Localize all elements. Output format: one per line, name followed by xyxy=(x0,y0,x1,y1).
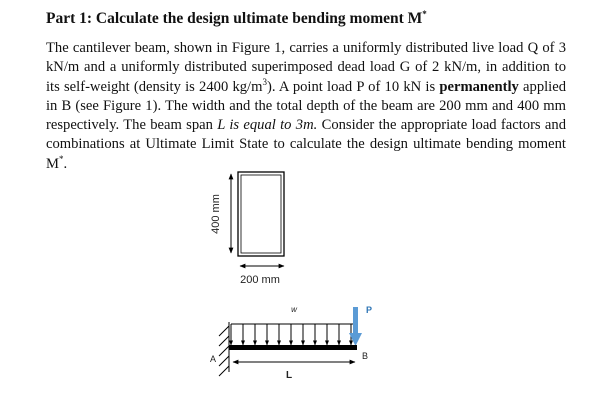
fixed-support xyxy=(219,322,229,376)
beam-cross-section xyxy=(238,172,284,256)
page-title: Part 1: Calculate the design ultimate bending moment M* xyxy=(46,9,427,28)
point-load-arrow xyxy=(353,307,358,334)
free-end-b-label: B xyxy=(362,351,369,361)
span-label: L xyxy=(285,370,293,381)
udl-load xyxy=(231,324,353,345)
beam xyxy=(229,345,357,350)
support-a-label: A xyxy=(210,354,217,364)
point-load-label: P xyxy=(366,305,373,315)
udl-label: w xyxy=(291,305,297,314)
width-label: 200 mm xyxy=(240,274,280,286)
problem-statement: The cantilever beam, shown in Figure 1, carries a uniformly distributed live load Q of 3 kN/m and a uniformly distributed superimposed dead load G of 2 kN/m, in addition to its self-weight (density is 2400 $kg/m^3$). A point load P of 10 kN is permanently applied in B (see Figure 1). The width and the total depth of the beam are 200 mm and 400 mm respectively. The beam span L is equal to 3m. Consider the appropriate load factors and combinations at Ultimate Limit State to calculate the design ultimate bending moment M*. xyxy=(46,40,566,172)
depth-label: 400 mm xyxy=(210,194,222,234)
